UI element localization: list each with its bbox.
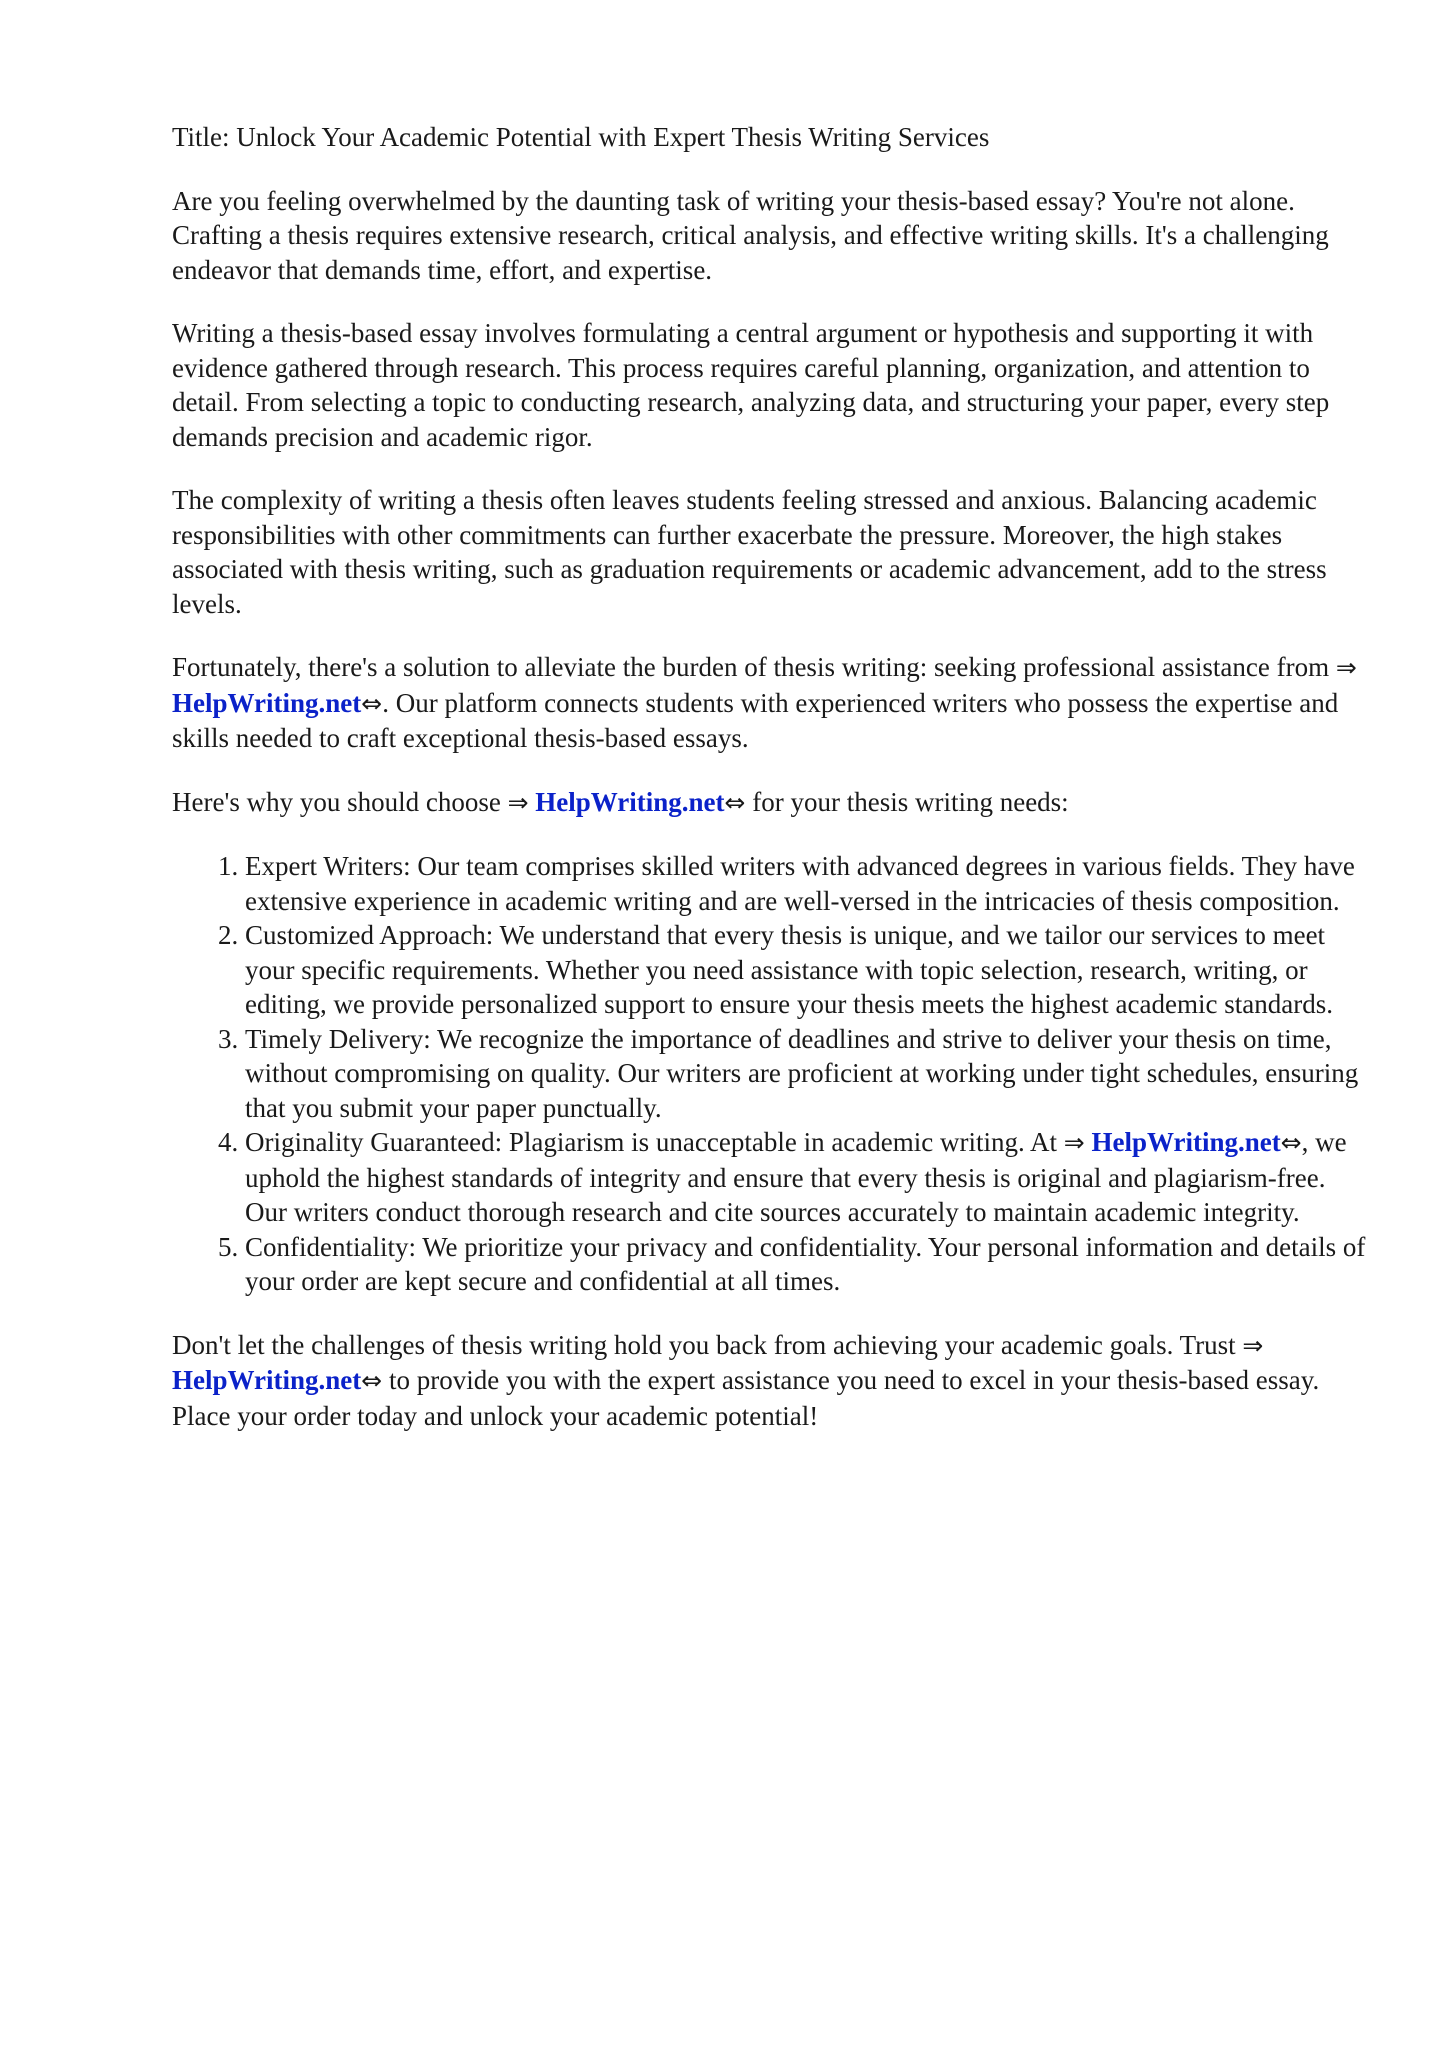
- document-title: Title: Unlock Your Academic Potential with Expert Thesis Writing Services: [172, 122, 990, 152]
- right-arrow-icon: ⇒: [507, 787, 529, 817]
- solution-text-after: . Our platform connects students with experienced writers who possess the expertise and skills needed to craft exceptional thesis-based essays.: [172, 687, 1339, 753]
- closing-paragraph: [172, 1328, 1372, 1434]
- helpwriting-link[interactable]: HelpWriting.net: [535, 786, 725, 817]
- list-item-confidentiality: 5. Confidentiality: We prioritize your privacy and confidentiality. Your personal information and details of your order are kept secure and confidential at all times.: [245, 1230, 1372, 1299]
- why-choose-text-after: for your thesis writing needs:: [745, 786, 1069, 817]
- closing-text-before: Don't let the challenges of thesis writing hold you back from achieving your academic goals. Trust: [172, 1329, 1243, 1360]
- right-arrow-icon: ⇒: [1242, 1330, 1264, 1360]
- helpwriting-link[interactable]: HelpWriting.net: [172, 687, 362, 718]
- double-arrow-icon: ⇔: [361, 688, 383, 718]
- right-arrow-icon: ⇒: [1063, 1128, 1085, 1157]
- double-arrow-icon: ⇔: [1280, 1128, 1302, 1157]
- closing-text-after: to provide you with the expert assistance you need to excel in your thesis-based essay. Place your order today and unlock your academic potential!: [172, 1365, 1320, 1431]
- list-item-expert-writers: 1. Expert Writers: Our team comprises skilled writers with advanced degrees in various fields. They have extensive experience in academic writing and are well-versed in the intricacies of thesis composition.: [245, 849, 1372, 918]
- list-item-timely-delivery: 3. Timely Delivery: We recognize the importance of deadlines and strive to deliver your thesis on time, without compromising on quality. Our writers are proficient at working under tight schedules, ensuring that you submit your paper punctually.: [245, 1022, 1372, 1126]
- originality-text-before: Originality Guaranteed: Plagiarism is unacceptable in academic writing. At: [245, 1127, 1064, 1157]
- process-paragraph: Writing a thesis-based essay involves formulating a central argument or hypothesis and supporting it with evidence gathered through research. This process requires careful planning, organization, and attention to detail. From selecting a topic to conducting research, analyzing data, and structuring your paper, every step demands precision and academic rigor.: [172, 318, 1330, 452]
- list-item-customized-approach: 2. Customized Approach: We understand that every thesis is unique, and we tailor our services to meet your specific requirements. Whether you need assistance with topic selection, research, writing, or editing, we provide personalized support to ensure your thesis meets the highest academic standards.: [245, 918, 1372, 1022]
- document-page: [172, 120, 1372, 1462]
- right-arrow-icon: ⇒: [1335, 653, 1357, 682]
- why-choose-text-before: Here's why you should choose: [172, 786, 508, 817]
- list-item-originality: [245, 1125, 1372, 1230]
- solution-paragraph: [172, 650, 1372, 756]
- reasons-list: [172, 849, 1372, 1299]
- double-arrow-icon: ⇔: [724, 787, 746, 817]
- helpwriting-link[interactable]: HelpWriting.net: [172, 1365, 362, 1395]
- stress-paragraph: The complexity of writing a thesis often leaves students feeling stressed and anxious. Balancing academic responsibilities with other commitments can further exacerbate the pressure. Moreover, the high stakes associated with thesis writing, such as graduation requirements or academic advancement, add to the stress levels.: [172, 485, 1327, 619]
- double-arrow-icon: ⇔: [361, 1366, 383, 1395]
- intro-paragraph: Are you feeling overwhelmed by the daunting task of writing your thesis-based essay? You're not alone. Crafting a thesis requires extensive research, critical analysis, and effective writing skills. It's a challenging endeavor that demands time, effort, and expertise.: [172, 185, 1329, 285]
- why-choose-paragraph: [172, 785, 1372, 821]
- solution-text-before: Fortunately, there's a solution to alleviate the burden of thesis writing: seeking professional assistance from: [172, 652, 1336, 682]
- originality-text-after: , we uphold the highest standards of integrity and ensure that every thesis is original and plagiarism-free. Our writers conduct thorough research and cite sources accurately to maintain academic integrity.: [245, 1127, 1347, 1227]
- helpwriting-link[interactable]: HelpWriting.net: [1091, 1127, 1281, 1157]
